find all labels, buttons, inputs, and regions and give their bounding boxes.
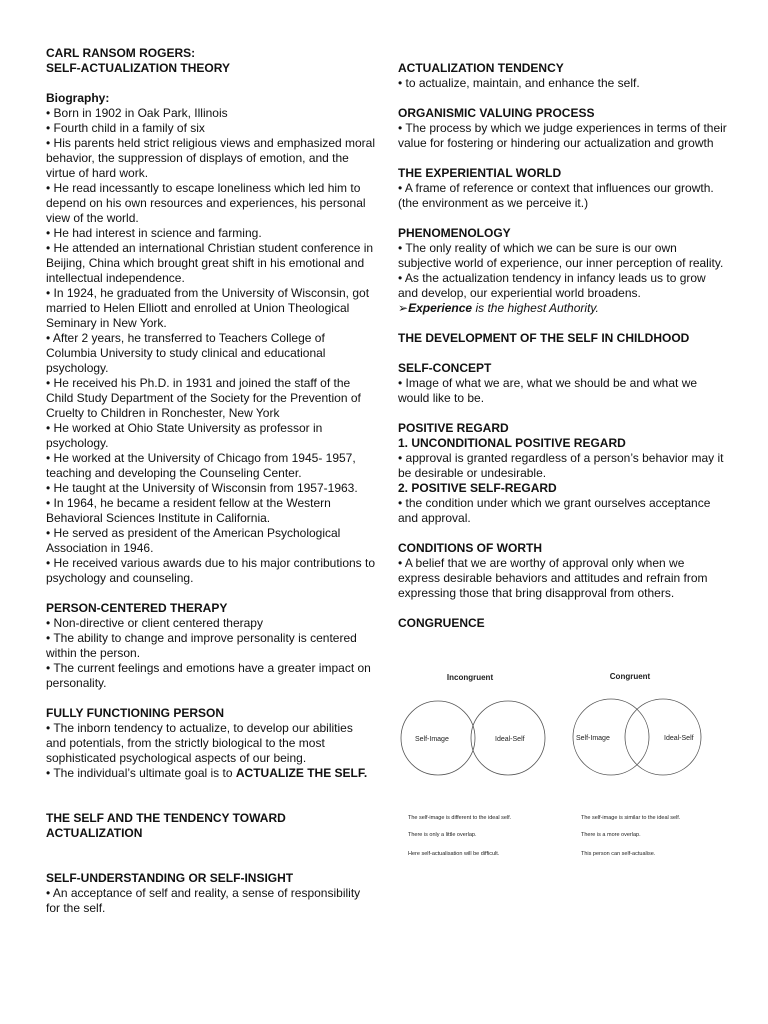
bio-item: • He received various awards due to his major contributions to psychology and counseling. (46, 556, 376, 585)
bio-item: • He received his Ph.D. in 1931 and joined the staff of the Child Study Department of the Society for the Prevention of Cruelty to Children in Ronchester, New York (46, 376, 361, 420)
congruence-diagram (398, 665, 728, 865)
congruence-diagram-svg (398, 665, 728, 865)
phenomenology-item: • The only reality of which we can be sure is our own subjective world of experience, our inner perception of reality. (398, 241, 724, 270)
unconditional-positive-regard-heading: 1. UNCONDITIONAL POSITIVE REGARD (398, 436, 626, 450)
congruent-caption: This person can self-actualise. (581, 851, 656, 857)
self-concept-item: • Image of what we are, what we should be and what we would like to be. (398, 376, 698, 405)
bio-item: • In 1924, he graduated from the University of Wisconsin, got married to Helen Elliott and enrolled at Union Theological Seminary in New York. (46, 286, 370, 330)
congruence-heading: CONGRUENCE (398, 616, 485, 630)
development-heading: THE DEVELOPMENT OF THE SELF IN CHILDHOOD (398, 331, 690, 345)
pct-item: • The current feelings and emotions have a greater impact on personality. (46, 661, 371, 690)
self-tendency-heading: THE SELF AND THE TENDENCY TOWARD ACTUALIZATION (46, 811, 286, 840)
congruent-self-image-label: Self-Image (576, 735, 610, 742)
pct-item: • Non-directive or client centered therapy (46, 616, 263, 630)
ffp-item-emphasis: ACTUALIZE THE SELF. (235, 766, 368, 780)
bio-item: • After 2 years, he transferred to Teachers College of Columbia University to study clinical and educational psychology. (46, 331, 326, 375)
bio-item: • He worked at Ohio State University as professor in psychology. (46, 421, 323, 450)
bio-item: • Born in 1902 in Oak Park, Illinois (46, 106, 228, 120)
biography-list (46, 106, 376, 586)
experiential-world-item: • A frame of reference or context that influences our growth.(the environment as we perceive it.) (398, 181, 714, 210)
self-concept-heading: SELF-CONCEPT (398, 361, 492, 375)
bio-item: • He had interest in science and farming. (46, 226, 262, 240)
bio-item: • Fourth child in a family of six (46, 121, 205, 135)
unconditional-positive-regard-item: • approval is granted regardless of a person’s behavior may it be desirable or undesirable. (398, 451, 724, 480)
ffp-item-lead: • The individual’s ultimate goal is to (46, 766, 236, 780)
incongruent-caption: The self-image is different to the ideal self. (408, 815, 512, 821)
biography-heading: Biography: (46, 91, 110, 105)
positive-regard-heading: POSITIVE REGARD (398, 421, 509, 435)
experience-rest: is the highest Authority. (472, 301, 599, 315)
actualization-tendency-item: • to actualize, maintain, and enhance the self. (398, 76, 640, 90)
arrow-bullet-icon: ➢ (398, 301, 409, 315)
congruent-caption: The self-image is similar to the ideal self. (581, 815, 681, 821)
incongruent-title: Incongruent (446, 673, 494, 682)
incongruent-ideal-self-label: Ideal-Self (495, 736, 525, 743)
congruent-caption: There is a more overlap. (581, 832, 641, 838)
bio-item: • In 1964, he became a resident fellow at the Western Behavioral Sciences Institute in California. (46, 496, 331, 525)
incongruent-caption: There is only a little overlap. (408, 832, 477, 838)
bio-item: • He taught at the University of Wisconsin from 1957-1963. (46, 481, 358, 495)
positive-self-regard-item: • the condition under which we grant ourselves acceptance and approval. (398, 496, 711, 525)
bio-item: • He attended an international Christian student conference in Beijing, China which brought great shift in his emotional and intellectual independence. (46, 241, 374, 285)
self-understanding-item: • An acceptance of self and reality, a sense of responsibility for the self. (46, 886, 361, 915)
incongruent-self-image-label: Self-Image (415, 736, 449, 743)
organismic-valuing-heading: ORGANISMIC VALUING PROCESS (398, 106, 595, 120)
left-column (46, 46, 376, 916)
positive-self-regard-heading: 2. POSITIVE SELF-REGARD (398, 481, 557, 495)
incongruent-caption: Here self-actualisation will be difficult. (408, 851, 500, 857)
bio-item: • He served as president of the American Psychological Association in 1946. (46, 526, 341, 555)
congruent-ideal-self-label: Ideal-Self (664, 735, 694, 742)
organismic-valuing-item: • The process by which we judge experiences in terms of their value for fostering or hindering our actualization and growth (398, 121, 727, 150)
experience-word: Experience (408, 301, 473, 315)
actualization-tendency-heading: ACTUALIZATION TENDENCY (398, 61, 564, 75)
bio-item: • He worked at the University of Chicago from 1945- 1957, teaching and developing the Counseling Center. (46, 451, 356, 480)
conditions-of-worth-heading: CONDITIONS OF WORTH (398, 541, 542, 555)
self-understanding-heading: SELF-UNDERSTANDING OR SELF-INSIGHT (46, 871, 294, 885)
phenomenology-heading: PHENOMENOLOGY (398, 226, 511, 240)
bio-item: • He read incessantly to escape loneliness which led him to depend on his own resources and experiences, his personal view of the world. (46, 181, 366, 225)
person-centered-therapy-heading: PERSON-CENTERED THERAPY (46, 601, 228, 615)
pct-item: • The ability to change and improve personality is centered within the person. (46, 631, 357, 660)
phenomenology-emphasis (398, 301, 728, 316)
phenomenology-item: • As the actualization tendency in infancy leads us to grow and develop, our experiential world broadens. (398, 271, 706, 300)
document-title: CARL RANSOM ROGERS: (46, 46, 196, 60)
conditions-of-worth-item: • A belief that we are worthy of approval only when we express desirable behaviors and attitudes and refrain from expressing those that bring disapproval from others. (398, 556, 708, 600)
ffp-item (46, 766, 376, 781)
bio-item: • His parents held strict religious views and emphasized moral behavior, the suppression of displays of emotion, and the virtue of hard work. (46, 136, 376, 180)
experiential-world-heading: THE EXPERIENTIAL WORLD (398, 166, 562, 180)
right-column (398, 61, 728, 631)
document-subtitle: SELF-ACTUALIZATION THEORY (46, 61, 230, 75)
fully-functioning-person-heading: FULLY FUNCTIONING PERSON (46, 706, 225, 720)
congruent-title: Congruent (609, 672, 651, 681)
ffp-item: • The inborn tendency to actualize, to develop our abilities and potentials, from the strictly biological to the most sophisticated psychological aspects of our being. (46, 721, 353, 765)
